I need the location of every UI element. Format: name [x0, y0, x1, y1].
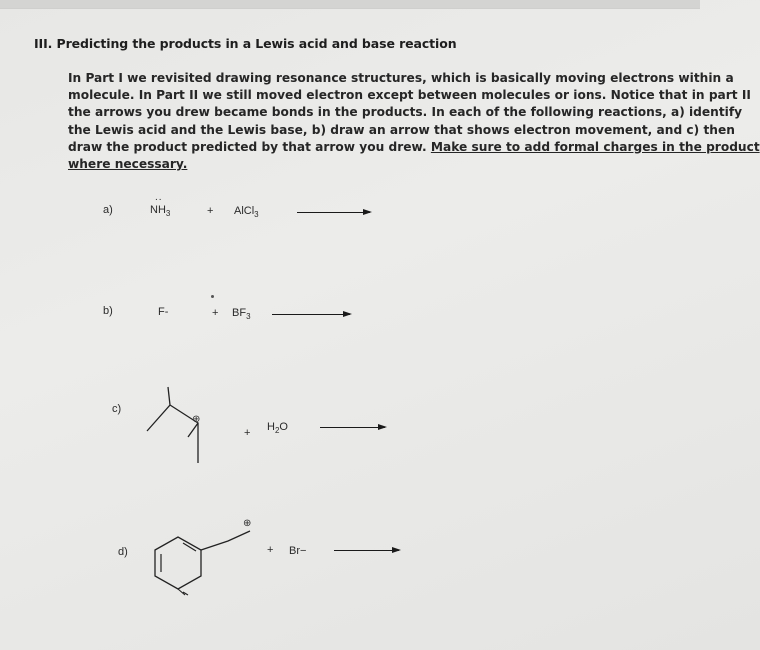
- reaction-b-reactant2-sub: 3: [246, 312, 251, 322]
- reaction-d-label: d): [118, 546, 128, 558]
- reaction-b-mark: [211, 295, 214, 298]
- reaction-d-arrow: [334, 550, 399, 551]
- reaction-c-label: c): [112, 403, 122, 415]
- reaction-a-reactant2-sub: 3: [254, 210, 259, 220]
- reaction-b-reactant1: F-: [158, 306, 169, 318]
- reaction-b-label: b): [103, 305, 113, 317]
- reaction-c-arrow: [320, 427, 385, 428]
- intro-line-5: [68, 139, 760, 156]
- reaction-c-positive-charge: ⊕: [192, 414, 201, 425]
- reaction-b-arrow: [272, 314, 350, 315]
- reaction-a-lone-pair: ..: [155, 192, 163, 203]
- reaction-d-positive-charge: ⊕: [243, 518, 252, 529]
- reaction-a-reactant1-text: NH: [150, 204, 166, 216]
- screen-top-edge: [0, 0, 700, 9]
- instructions-paragraph: [68, 70, 760, 173]
- reaction-a-label: a): [103, 204, 113, 216]
- intro-line-6: [68, 156, 658, 173]
- reaction-c-plus: +: [244, 427, 251, 439]
- reaction-a-reactant2-text: AlCl: [234, 205, 255, 217]
- reaction-a-reactant2: [234, 205, 259, 219]
- reaction-c-reactant2-sub: 2: [274, 426, 280, 436]
- intro-line-4: the Lewis acid and the Lewis base, b) draw an arrow that shows electron movement, and c) then: [68, 122, 735, 137]
- intro-line-5-plain: draw the product predicted by that arrow you drew.: [68, 139, 431, 154]
- intro-line-2: molecule. In Part II we still moved electron except between molecules or ions. Notice that in part II: [68, 88, 751, 103]
- intro-line-6-underlined: where necessary.: [68, 157, 188, 172]
- intro-line-1: In Part I we revisited drawing resonance structures, which is basically moving electrons within a: [68, 71, 734, 85]
- reaction-a-plus: +: [207, 205, 214, 217]
- reaction-d-reactant2: Br−: [289, 545, 307, 557]
- reaction-c-carbocation-structure: [135, 385, 215, 465]
- reaction-b-reactant2-text: BF: [232, 307, 247, 319]
- reaction-c-reactant2-o: O: [279, 421, 288, 433]
- reaction-c-reactant2-h: H: [267, 421, 275, 433]
- reaction-d-plus: +: [267, 544, 274, 556]
- reaction-a-arrow: [297, 212, 370, 213]
- reaction-c-reactant2: [267, 421, 288, 435]
- reaction-b-reactant2: [232, 307, 251, 321]
- section-title: III. Predicting the products in a Lewis acid and base reaction: [34, 36, 457, 51]
- reaction-a-reactant1: [150, 204, 170, 218]
- reaction-b-plus: +: [212, 307, 219, 319]
- reaction-a-reactant1-sub: 3: [165, 209, 171, 219]
- intro-line-5-underlined: Make sure to add formal charges in the product: [430, 139, 760, 154]
- intro-line-3: the arrows you drew became bonds in the products. In each of the following reactions, a) identify: [68, 105, 743, 120]
- reaction-d-benzylic-cation-structure: [150, 523, 260, 603]
